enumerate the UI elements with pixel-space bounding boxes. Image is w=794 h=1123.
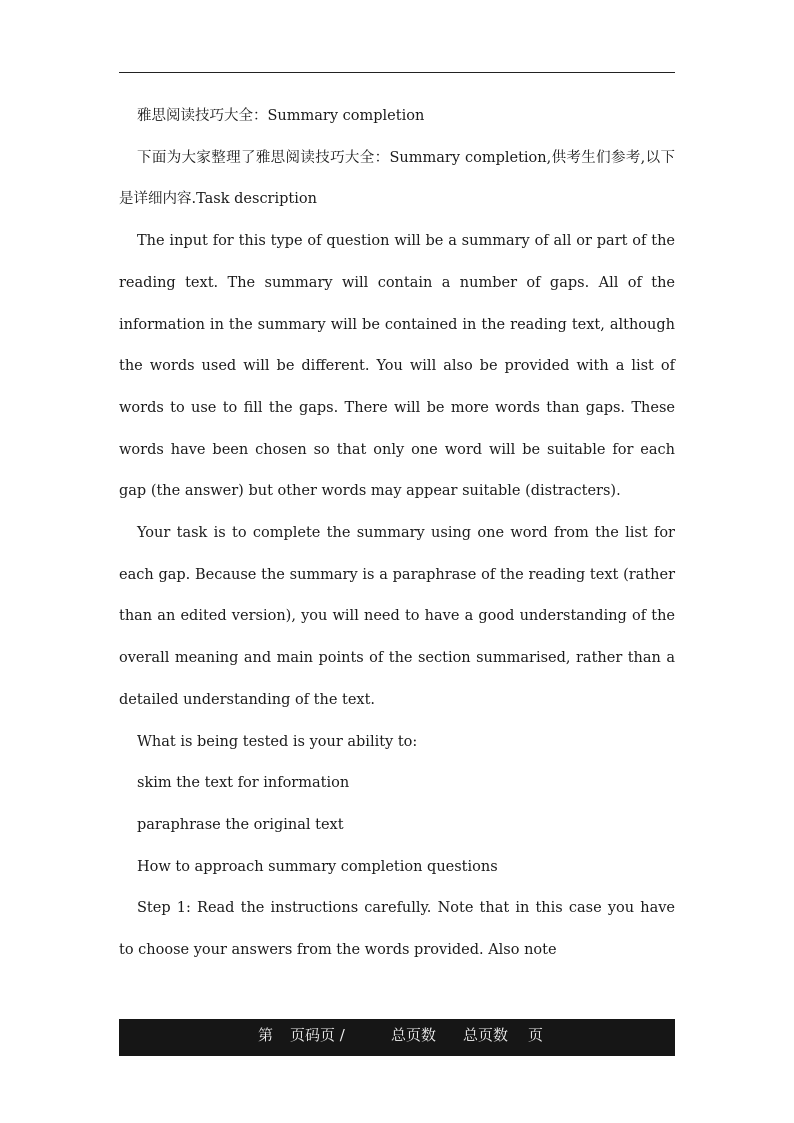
footer-total-pages: 总页数 xyxy=(391,1026,437,1044)
document-title: 雅思阅读技巧大全：Summary completion xyxy=(137,108,425,124)
body-paragraph-2: Your task is to complete the summary using one word from the list for each gap. Because the summary is a paraphrase of the reading text (rather than an edited version), you will need to have a good understanding of the overall meaning and main points of the section summarised, rather than a detailed understanding of the text. xyxy=(119,525,675,708)
body-paragraph-3: What is being tested is your ability to: xyxy=(137,733,418,750)
section-heading-approach: How to approach summary completion questions xyxy=(137,858,498,875)
intro-paragraph: 下面为大家整理了雅思阅读技巧大全：Summary completion,供考生们参考,以下是详细内容.Task description xyxy=(119,149,675,208)
list-item-skim: skim the text for information xyxy=(137,775,350,792)
header-rule xyxy=(119,72,675,73)
body-paragraph-1: The input for this type of question will be a summary of all or part of the reading text. The summary will contain a number of gaps. All of the information in the summary will be contained in the reading text, although the words used will be different. You will also be provided with a list of words to use to fill the gaps. There will be more words than gaps. These words have been chosen so that only one word will be suitable for each gap (the answer) but other words may appear suitable (distracters). xyxy=(119,233,675,500)
footer-ye: 页 xyxy=(528,1026,544,1044)
page-footer xyxy=(119,1019,675,1056)
body-paragraph-step1: Step 1: Read the instructions carefully. Note that in this case you have to choose your answers from the words provided. Also note xyxy=(119,900,675,959)
footer-di: 第 xyxy=(258,1026,274,1044)
list-item-paraphrase: paraphrase the original text xyxy=(137,816,344,833)
footer-total-pages-2: 总页数 xyxy=(463,1026,509,1044)
footer-page-number: 页码页 / xyxy=(290,1026,345,1044)
document-body xyxy=(119,96,675,972)
